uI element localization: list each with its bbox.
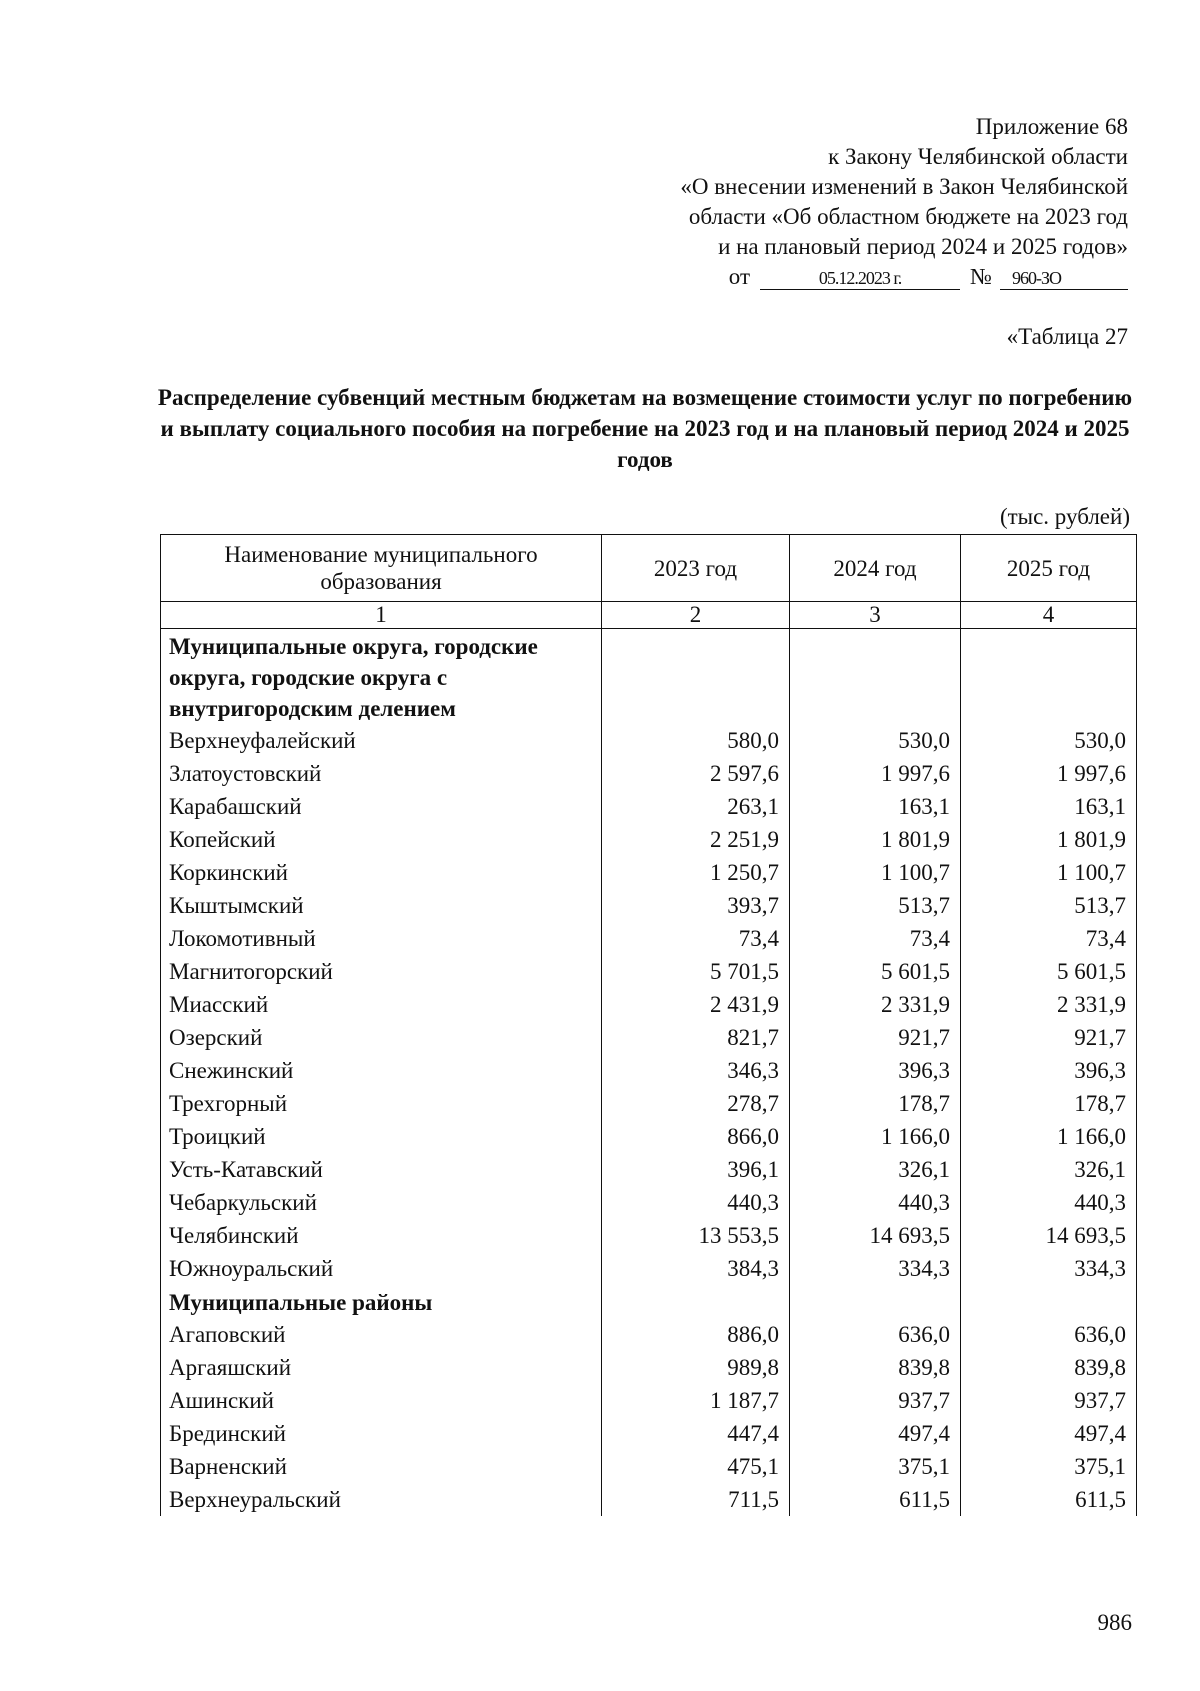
value-2023-cell: 580,0 [602,724,790,757]
value-2024-cell: 530,0 [790,724,961,757]
value-2023-cell: 1 187,7 [602,1384,790,1417]
value-2025-cell: 440,3 [961,1186,1137,1219]
value-2025-cell: 334,3 [961,1252,1137,1285]
value-2023-cell: 5 701,5 [602,955,790,988]
value-2024-cell: 396,3 [790,1054,961,1087]
value-2023-cell: 989,8 [602,1351,790,1384]
header-2023: 2023 год [602,535,790,602]
value-2025-cell: 2 331,9 [961,988,1137,1021]
value-2023-cell [602,1285,790,1318]
municipality-name-cell: Аргаяшский [161,1351,602,1384]
value-2025-cell: 1 100,7 [961,856,1137,889]
value-2023-cell: 886,0 [602,1318,790,1351]
subvention-table-wrapper [160,534,1136,1516]
value-2025-cell: 73,4 [961,922,1137,955]
header-line-5: и на плановый период 2024 и 2025 годов» [718,234,1128,259]
table-row [161,1219,1137,1252]
municipality-name-cell: Копейский [161,823,602,856]
municipality-name-cell: Чебаркульский [161,1186,602,1219]
date-number-line [680,262,1128,292]
table-row [161,1021,1137,1054]
value-2025-cell: 497,4 [961,1417,1137,1450]
value-2023-cell: 2 431,9 [602,988,790,1021]
value-2024-cell: 5 601,5 [790,955,961,988]
value-2025-cell: 396,3 [961,1054,1137,1087]
value-2025-cell: 1 166,0 [961,1120,1137,1153]
value-2025-cell: 1 997,6 [961,757,1137,790]
value-2025-cell: 611,5 [961,1483,1137,1516]
header-municipality: Наименование муниципального образования [161,535,602,602]
value-2025-cell: 375,1 [961,1450,1137,1483]
municipality-name-cell: Верхнеуфалейский [161,724,602,757]
value-2023-cell: 263,1 [602,790,790,823]
value-2025-cell: 1 801,9 [961,823,1137,856]
value-2024-cell [790,1285,961,1318]
value-2024-cell: 326,1 [790,1153,961,1186]
municipality-name-cell: Златоустовский [161,757,602,790]
value-2025-cell: 5 601,5 [961,955,1137,988]
municipality-name-cell: Магнитогорский [161,955,602,988]
value-2023-cell: 396,1 [602,1153,790,1186]
column-number: 3 [790,602,961,629]
table-body [161,629,1137,1517]
table-row [161,1450,1137,1483]
value-2023-cell: 384,3 [602,1252,790,1285]
value-2023-cell: 73,4 [602,922,790,955]
table-row [161,856,1137,889]
municipality-name-cell: Трехгорный [161,1087,602,1120]
date-prefix: от [728,264,751,289]
value-2023-cell: 711,5 [602,1483,790,1516]
value-2024-cell: 14 693,5 [790,1219,961,1252]
value-2024-cell: 334,3 [790,1252,961,1285]
value-2024-cell: 375,1 [790,1450,961,1483]
column-number: 1 [161,602,602,629]
value-2023-cell: 821,7 [602,1021,790,1054]
table-row [161,1252,1137,1285]
table-reference: «Таблица 27 [1006,324,1128,349]
law-number: 960-ЗО [1000,267,1128,290]
table-row [161,1153,1137,1186]
value-2024-cell: 497,4 [790,1417,961,1450]
value-2023-cell: 13 553,5 [602,1219,790,1252]
value-2025-cell: 326,1 [961,1153,1137,1186]
table-row [161,955,1137,988]
value-2023-cell: 1 250,7 [602,856,790,889]
header-line-4: области «Об областном бюджете на 2023 год [688,204,1128,229]
table-row [161,757,1137,790]
municipality-name-cell: Ашинский [161,1384,602,1417]
municipality-name-cell: Озерский [161,1021,602,1054]
table-row [161,988,1137,1021]
value-2024-cell: 839,8 [790,1351,961,1384]
number-prefix: № [970,264,992,289]
value-2025-cell [961,629,1137,725]
municipality-name-cell: Снежинский [161,1054,602,1087]
document-header [680,112,1128,292]
page-number: 986 [1097,1610,1132,1635]
table-row [161,790,1137,823]
value-2023-cell: 475,1 [602,1450,790,1483]
date-value: 05.12.2023 г. [760,267,960,290]
value-2025-cell: 636,0 [961,1318,1137,1351]
subvention-table [160,534,1137,1516]
value-2025-cell: 14 693,5 [961,1219,1137,1252]
value-2025-cell: 530,0 [961,724,1137,757]
value-2024-cell: 636,0 [790,1318,961,1351]
value-2024-cell: 163,1 [790,790,961,823]
municipality-name-cell: Локомотивный [161,922,602,955]
value-2024-cell: 1 997,6 [790,757,961,790]
value-2025-cell: 178,7 [961,1087,1137,1120]
table-row [161,1120,1137,1153]
value-2023-cell: 2 597,6 [602,757,790,790]
municipality-name-cell: Брединский [161,1417,602,1450]
value-2023-cell: 393,7 [602,889,790,922]
municipality-name-cell: Челябинский [161,1219,602,1252]
value-2024-cell: 611,5 [790,1483,961,1516]
municipality-name-cell: Миасский [161,988,602,1021]
value-2023-cell: 278,7 [602,1087,790,1120]
value-2024-cell: 1 166,0 [790,1120,961,1153]
header-line-2: к Закону Челябинской области [828,144,1128,169]
table-row [161,823,1137,856]
municipality-name-cell: Верхнеуральский [161,1483,602,1516]
value-2025-cell: 163,1 [961,790,1137,823]
value-2025-cell: 839,8 [961,1351,1137,1384]
column-number: 4 [961,602,1137,629]
value-2023-cell: 447,4 [602,1417,790,1450]
column-number: 2 [602,602,790,629]
value-2023-cell [602,629,790,725]
municipality-name-cell: Муниципальные районы [161,1285,602,1318]
table-row [161,889,1137,922]
table-row [161,1417,1137,1450]
table-row [161,1318,1137,1351]
header-2024: 2024 год [790,535,961,602]
municipality-name-cell: Южноуральский [161,1252,602,1285]
municipality-name-cell: Усть-Катавский [161,1153,602,1186]
header-line-3: «О внесении изменений в Закон Челябинской [680,174,1128,199]
table-row [161,1186,1137,1219]
document-title: Распределение субвенций местным бюджетам на возмещение стоимости услуг по погребению и выплату социального пособия на погребение на 2023 год и на плановый период 2024 и 2025 годов [157,385,1133,472]
value-2024-cell: 178,7 [790,1087,961,1120]
value-2025-cell: 921,7 [961,1021,1137,1054]
section-header-row [161,1285,1137,1318]
value-2025-cell: 937,7 [961,1384,1137,1417]
value-2023-cell: 440,3 [602,1186,790,1219]
table-row [161,1351,1137,1384]
municipality-name-cell: Агаповский [161,1318,602,1351]
municipality-name-cell: Троицкий [161,1120,602,1153]
municipality-name-cell: Коркинский [161,856,602,889]
value-2023-cell: 2 251,9 [602,823,790,856]
appendix-label: Приложение 68 [975,114,1128,139]
section-header-row [161,629,1137,725]
table-header-row [161,535,1137,602]
value-2025-cell: 513,7 [961,889,1137,922]
unit-label: (тыс. рублей) [999,504,1130,529]
header-2025: 2025 год [961,535,1137,602]
table-row [161,1054,1137,1087]
table-row [161,922,1137,955]
municipality-name-cell: Кыштымский [161,889,602,922]
value-2023-cell: 866,0 [602,1120,790,1153]
value-2024-cell: 513,7 [790,889,961,922]
value-2024-cell: 937,7 [790,1384,961,1417]
value-2023-cell: 346,3 [602,1054,790,1087]
value-2025-cell [961,1285,1137,1318]
value-2024-cell: 2 331,9 [790,988,961,1021]
table-row [161,724,1137,757]
value-2024-cell: 921,7 [790,1021,961,1054]
municipality-name-cell: Муниципальные округа, городские округа, городские округа с внутригородским делением [161,629,602,725]
value-2024-cell: 1 801,9 [790,823,961,856]
value-2024-cell: 1 100,7 [790,856,961,889]
municipality-name-cell: Карабашский [161,790,602,823]
value-2024-cell [790,629,961,725]
municipality-name-cell: Варненский [161,1450,602,1483]
value-2024-cell: 440,3 [790,1186,961,1219]
column-number-row [161,602,1137,629]
value-2024-cell: 73,4 [790,922,961,955]
table-row [161,1384,1137,1417]
table-row [161,1087,1137,1120]
table-row [161,1483,1137,1516]
